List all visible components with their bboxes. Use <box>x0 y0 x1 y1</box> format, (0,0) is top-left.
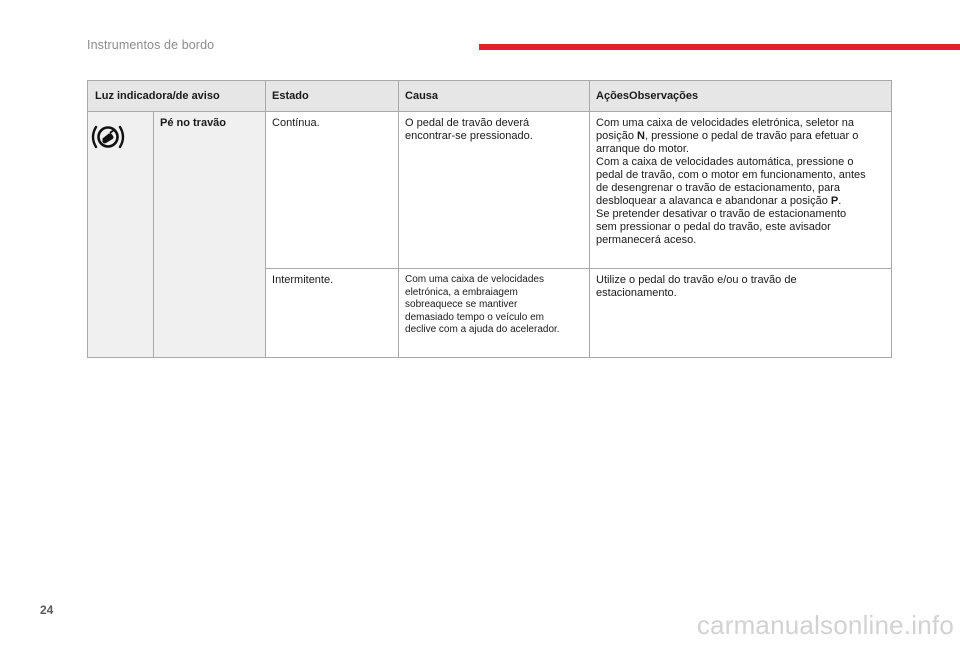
column-header-indicator: Luz indicadora/de aviso <box>88 81 266 112</box>
table-header-row <box>88 81 892 112</box>
indicator-icon-cell <box>88 112 154 358</box>
estado-cell: Intermitente. <box>266 269 399 358</box>
foot-on-brake-warning-icon <box>88 122 128 152</box>
column-header-estado: Estado <box>266 81 399 112</box>
header-accent-bar <box>479 44 960 50</box>
page-section-title: Instrumentos de bordo <box>87 38 215 52</box>
column-header-acoes: AçõesObservações <box>590 81 892 112</box>
acoes-cell: Com uma caixa de velocidades eletrónica, seletor na posição N, pressione o pedal de travão para efetuar o arranque do motor. Com a caixa de velocidades automática, pressione o pedal de travão, com o motor em funcionamento, antes de desengrenar o travão de estacionamento, para desbloquear a alavanca e abandonar a posição P. Se pretender desativar o travão de estacionamento sem pressionar o pedal do travão, este avisador permanecerá aceso. <box>590 112 892 269</box>
causa-cell: Com uma caixa de velocidades eletrónica, a embraiagem sobreaquece se mantiver demasiado tempo o veículo em declive com a ajuda do acelerador. <box>399 269 590 358</box>
table-row <box>88 112 892 269</box>
warning-lights-table <box>87 80 892 358</box>
estado-cell: Contínua. <box>266 112 399 269</box>
indicator-name: Pé no travão <box>154 112 266 358</box>
acoes-cell: Utilize o pedal do travão e/ou o travão de estacionamento. <box>590 269 892 358</box>
watermark: carmanualsonline.info <box>696 610 954 640</box>
page-number: 24 <box>40 603 54 617</box>
column-header-causa: Causa <box>399 81 590 112</box>
causa-cell: O pedal de travão deverá encontrar-se pressionado. <box>399 112 590 269</box>
